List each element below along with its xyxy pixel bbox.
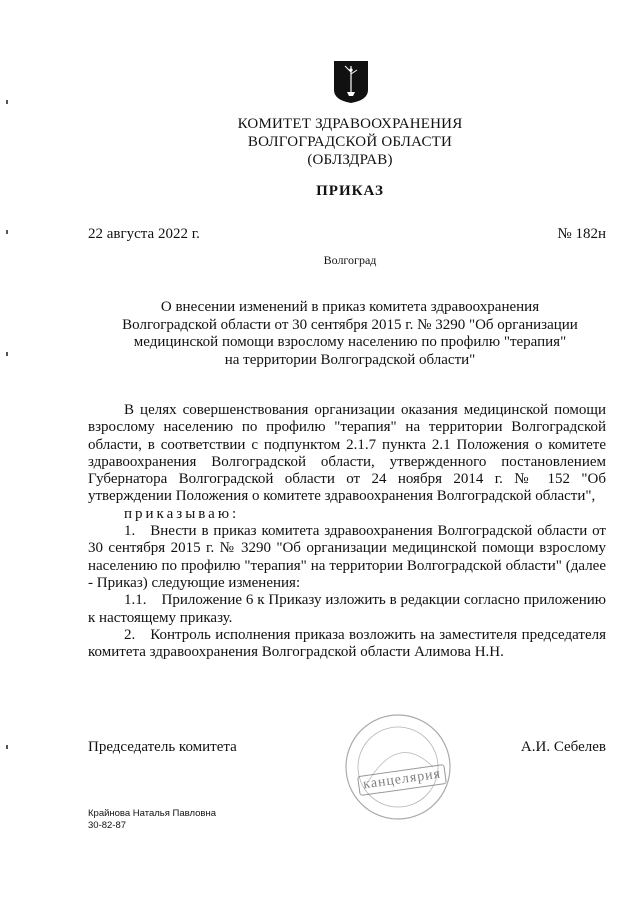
document-date: 22 августа 2022 г. xyxy=(88,226,200,242)
preamble-paragraph: В целях совершенствования организации оказания медицинской помощи взрослому населению по профилю "терапия" на территории Волгоградской области, в соответствии с подпунктом 2.1.7 пункта 2.1 Положения о комитете здравоохранения Волгоградской области, утвержденного постановлением Губернатора Волгоградской области от 24 ноября 2014 г. № 152 "Об утверждении Положения о комитете здравоохранения Волгоградской области", xyxy=(88,402,606,505)
org-name-line1: КОМИТЕТ ЗДРАВООХРАНЕНИЯ xyxy=(237,116,463,132)
order-word: приказываю: xyxy=(124,505,240,522)
order-item-2: 2. Контроль исполнения приказа возложить на заместителя председателя комитета здравоохранения Волгоградской области Алимова Н.Н. xyxy=(88,626,606,661)
contact-phone: 30-82-87 xyxy=(88,820,127,831)
document-city: Волгоград xyxy=(323,253,377,267)
document-number: № 182н xyxy=(557,226,606,242)
document-type: ПРИКАЗ xyxy=(316,183,384,199)
signer-position: Председатель комитета xyxy=(88,739,237,755)
document-body xyxy=(88,402,606,661)
scan-mark xyxy=(6,352,8,356)
subject-line: Волгоградской области от 30 сентября 2015 г. № 3290 "Об организации xyxy=(122,316,578,333)
volgograd-emblem-icon xyxy=(333,60,369,104)
subject-line: О внесении изменений в приказ комитета здравоохранения xyxy=(160,299,540,315)
order-item-1: 1. Внести в приказ комитета здравоохранения Волгоградской области от 30 сентября 2015 г. № 3290 "Об организации медицинской помощи взрослому населению по профилю "терапия" на территории Волгоградской области" (далее - Приказ) следующие изменения: xyxy=(88,523,606,591)
subject-line: медицинской помощи взрослому населению по профилю "терапия" xyxy=(133,334,567,350)
contact-name: Крайнова Наталья Павловна xyxy=(88,808,216,819)
document-subject xyxy=(110,299,590,369)
signer-name: А.И. Себелев xyxy=(520,739,606,755)
order-item-1-1: 1.1. Приложение 6 к Приказу изложить в редакции согласно приложению к настоящему приказу. xyxy=(88,592,606,626)
scan-mark xyxy=(6,230,8,234)
org-abbreviation: (ОБЛЗДРАВ) xyxy=(307,152,393,168)
stamp-label: канцелярия xyxy=(357,764,447,796)
scan-mark xyxy=(6,745,8,749)
scan-mark xyxy=(6,100,8,104)
org-name-line2: ВОЛГОГРАДСКОЙ ОБЛАСТИ xyxy=(247,134,453,150)
subject-line: на территории Волгоградской области" xyxy=(224,351,476,368)
